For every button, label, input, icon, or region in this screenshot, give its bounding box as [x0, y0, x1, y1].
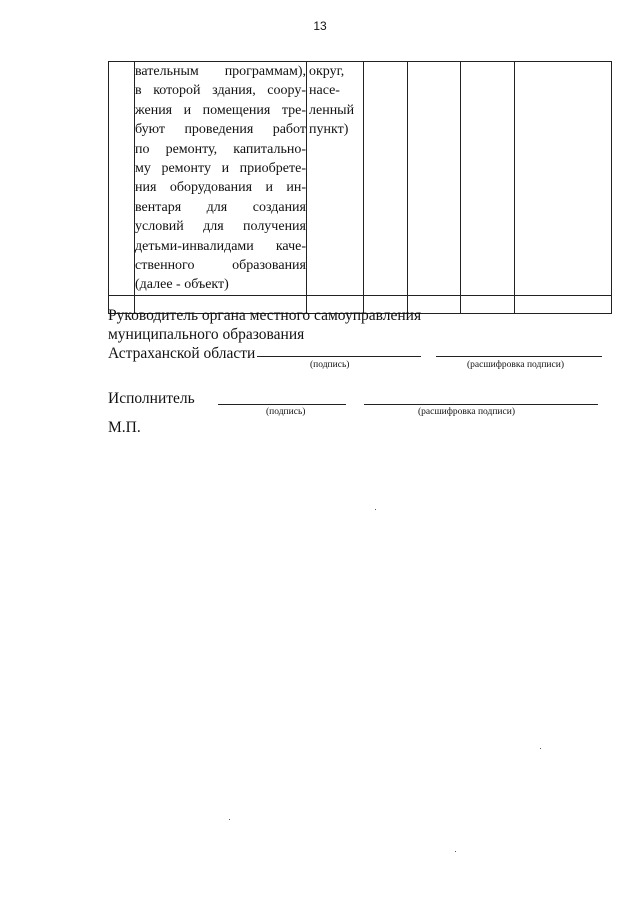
scan-speck	[375, 509, 376, 510]
signature-line	[257, 356, 421, 357]
executor-label: Исполнитель	[108, 390, 195, 407]
cell-line: ственного образования	[135, 258, 306, 274]
table-cell	[109, 62, 135, 296]
table-cell-description	[135, 62, 307, 296]
cell-line: насе-	[309, 83, 340, 99]
signature-caption: (подпись)	[310, 360, 350, 370]
cell-line: округ,	[309, 64, 345, 79]
table-cell	[515, 295, 612, 313]
table-cell	[364, 62, 408, 296]
cell-line: детьми-инвалидами каче-	[135, 238, 306, 254]
cell-line: в которой здания, соору-	[135, 83, 306, 99]
table-cell-location	[307, 62, 364, 296]
scan-speck	[455, 851, 456, 852]
head-title-line-2: муниципального образования	[108, 326, 305, 343]
cell-line: условий для получения	[135, 219, 306, 235]
signature-line	[218, 404, 346, 405]
head-title-line-3: Астраханской области	[108, 345, 256, 362]
decode-caption: (расшифровка подписи)	[467, 360, 564, 370]
head-title-line-1: Руководитель органа местного самоуправления	[108, 307, 422, 324]
scan-speck	[229, 819, 230, 820]
decode-line	[436, 356, 602, 357]
document-table	[108, 61, 612, 314]
cell-line: (далее - объект)	[135, 277, 229, 293]
scan-speck	[540, 748, 541, 749]
seal-label: М.П.	[108, 419, 141, 436]
cell-line: ленный	[309, 102, 355, 118]
cell-line: вательным программам),	[135, 64, 306, 79]
table-cell	[461, 62, 515, 296]
table-cell	[515, 62, 612, 296]
cell-line: буют проведения работ	[135, 122, 306, 138]
table-cell	[461, 295, 515, 313]
page-number: 13	[313, 19, 327, 33]
cell-line: по ремонту, капитально-	[135, 141, 306, 157]
head-signature-title	[108, 306, 421, 363]
table-cell	[408, 62, 461, 296]
cell-line: пункт)	[309, 122, 349, 138]
signature-caption: (подпись)	[266, 407, 306, 417]
decode-line	[364, 404, 598, 405]
cell-line: жения и помещения тре-	[135, 102, 306, 118]
cell-line: му ремонту и приобрете-	[135, 161, 306, 177]
table-row	[109, 62, 612, 296]
cell-line: вентаря для создания	[135, 199, 306, 215]
decode-caption: (расшифровка подписи)	[418, 407, 515, 417]
cell-line: ния оборудования и ин-	[135, 180, 306, 196]
